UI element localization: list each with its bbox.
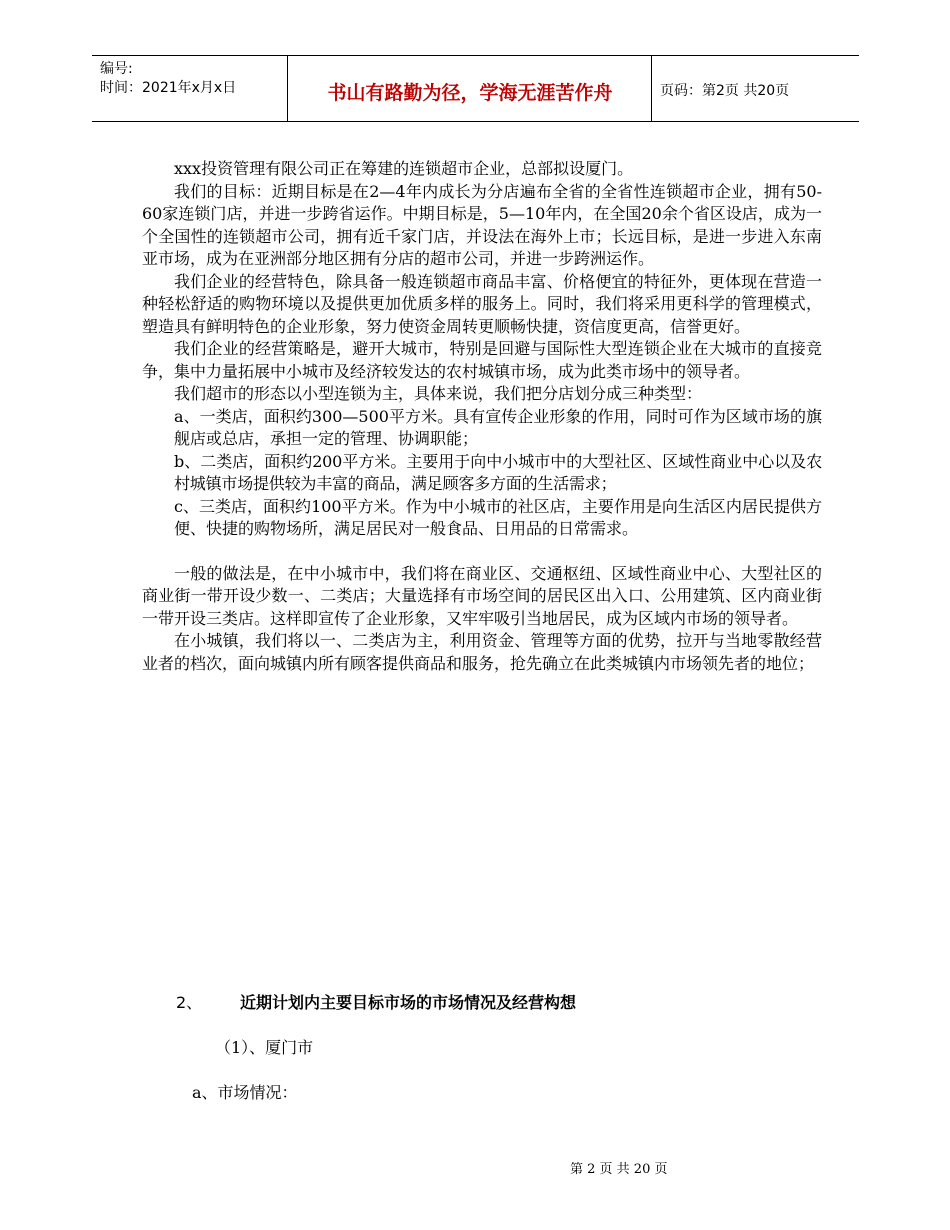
paragraph-features: 我们企业的经营特色，除具备一般连锁超市商品丰富、价格便宜的特征外，更体现在营造一种轻松舒适的购物环境以及提供更加优质多样的服务上。同时，我们将采用更科学的管理模式，塑造具有鲜明特色的企业形象，努力使资金周转更顺畅快捷，资信度更高，信誉更好。 bbox=[142, 271, 822, 336]
paragraph-small-towns: 在小城镇，我们将以一、二类店为主，利用资金、管理等方面的优势，拉开与当地零散经营业者的档次，面向城镇内所有顾客提供商品和服务，抢先确立在此类城镇内市场领先者的地位； bbox=[142, 631, 822, 673]
section-number: 2、 bbox=[176, 993, 203, 1012]
paragraph-approach: 一般的做法是，在中小城市中，我们将在商业区、交通枢纽、区域性商业中心、大型社区的商业街一带开设少数一、二类店；大量选择有市场空间的居民区出入口、公用建筑、区内商业街一带开设三类店。这样即宣传了企业形象，又牢牢吸引当地居民，成为区域内市场的领导者。 bbox=[142, 563, 822, 628]
header-meta bbox=[100, 60, 236, 98]
list-item-store-type-b: b、二类店，面积约200平方米。主要用于向中小城市中的大型社区、区域性商业中心以及农村城镇市场提供较为丰富的商品，满足顾客多方面的生活需求； bbox=[174, 451, 822, 493]
paragraph-intro: xxx投资管理有限公司正在筹建的连锁超市企业，总部拟设厦门。 bbox=[174, 159, 634, 178]
header-number-label: 编号: bbox=[100, 61, 133, 77]
header-bottom-rule bbox=[92, 121, 859, 122]
page-footer: 第 2 页 共 20 页 bbox=[570, 1162, 668, 1177]
section-title: 近期计划内主要目标市场的市场情况及经营构想 bbox=[240, 993, 577, 1012]
header-divider-left bbox=[287, 55, 288, 121]
header-page-label: 页码：第2页 共20页 bbox=[660, 83, 790, 99]
subsection-xiamen: （1）、厦门市 bbox=[215, 1038, 314, 1057]
paragraph-store-format: 我们超市的形态以小型连锁为主，具体来说，我们把分店划分成三种类型： bbox=[174, 384, 703, 403]
header-motto: 书山有路勤为径，学海无涯苦作舟 bbox=[327, 82, 613, 104]
list-item-store-type-a: a、一类店，面积约300—500平方米。具有宣传企业形象的作用，同时可作为区域市场的旗舰店或总店，承担一定的管理、协调职能； bbox=[174, 406, 822, 448]
paragraph-goals: 我们的目标：近期目标是在2—4年内成长为分店遍布全省的全省性连锁超市企业，拥有50-60家连锁门店，并进一步跨省运作。中期目标是，5—10年内，在全国20余个省区设店，成为一个全国性的连锁超市公司，拥有近千家门店，并设法在海外上市；长远目标，是进一步进入东南亚市场，成为在亚洲部分地区拥有分店的超市公司，并进一步跨洲运作。 bbox=[142, 181, 822, 268]
header-top-rule bbox=[92, 55, 859, 56]
paragraph-spacer bbox=[142, 541, 822, 563]
document-body bbox=[142, 158, 822, 675]
list-item-store-type-c: c、三类店，面积约100平方米。作为中小城市的社区店，主要作用是向生活区内居民提供方便、快捷的购物场所，满足居民对一般食品、日用品的日常需求。 bbox=[174, 496, 822, 538]
paragraph-strategy: 我们企业的经营策略是，避开大城市，特别是回避与国际性大型连锁企业在大城市的直接竞争，集中力量拓展中小城市及经济较发达的农村城镇市场，成为此类市场中的领导者。 bbox=[142, 339, 822, 381]
header-time-label: 时间：2021年x月x日 bbox=[100, 80, 237, 96]
header-divider-right bbox=[651, 55, 652, 121]
subsection-market-situation: a、市场情况： bbox=[192, 1083, 298, 1102]
